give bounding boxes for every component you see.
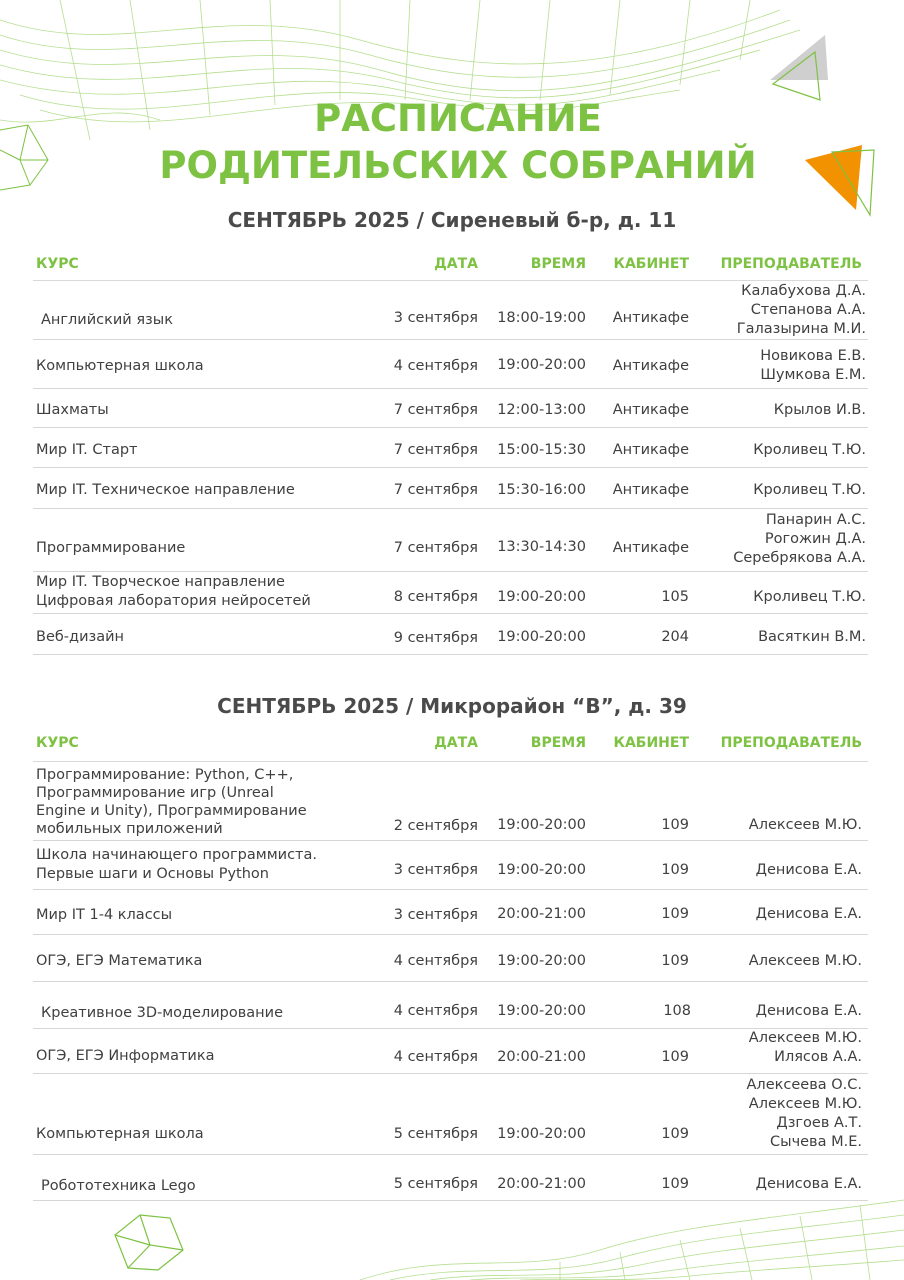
meeting-date: 7 сентября — [393, 482, 478, 498]
meeting-room: 108 — [663, 1003, 691, 1019]
meeting-date: 9 сентября — [393, 630, 478, 646]
teacher-names — [756, 1175, 862, 1194]
section-title-1: СЕНТЯБРЬ 2025 / Сиреневый б-р, д. 11 — [227, 208, 677, 232]
teacher-name: Галазырина М.И. — [736, 321, 866, 337]
teacher-name: Новикова Е.В. — [760, 348, 866, 364]
teacher-name: Алексеева О.С. — [746, 1077, 862, 1093]
course-name: Программирование — [36, 540, 186, 556]
course-name — [36, 573, 311, 611]
course-name-line: Engine и Unity), Программирование — [36, 803, 307, 819]
teacher-names — [753, 441, 866, 460]
course-name: ОГЭ, ЕГЭ Математика — [36, 953, 203, 969]
meeting-time: 19:00-20:00 — [497, 629, 586, 645]
wave-mesh-bottom — [360, 1200, 904, 1280]
teacher-name: Алексеев М.Ю. — [748, 1096, 862, 1112]
meeting-room: 109 — [661, 1126, 689, 1142]
course-name-line: Первые шаги и Основы Python — [36, 866, 269, 882]
meeting-date: 8 сентября — [393, 589, 478, 605]
meeting-time: 19:00-20:00 — [497, 357, 586, 373]
teacher-name: Дзгоев А.Т. — [776, 1115, 862, 1131]
meeting-room: 109 — [661, 1049, 689, 1065]
course-name-line: Программирование игр (Unreal — [36, 785, 274, 801]
column-header-teacher: ПРЕПОДАВАТЕЛЬ — [720, 735, 862, 751]
teacher-name: Илясов А.А. — [774, 1049, 862, 1065]
course-name: Компьютерная школа — [36, 1126, 204, 1142]
teacher-name: Кроливец Т.Ю. — [753, 589, 866, 605]
teacher-names — [749, 952, 862, 971]
meeting-room: 109 — [661, 906, 689, 922]
meeting-time: 19:00-20:00 — [497, 1003, 586, 1019]
meeting-room: Антикафе — [612, 482, 689, 498]
page-title-line-1: РАСПИСАНИЕ — [314, 97, 602, 140]
teacher-name: Денисова Е.А. — [755, 1176, 862, 1192]
table-row — [33, 841, 868, 890]
course-name-line: Цифровая лаборатория нейросетей — [36, 593, 311, 609]
course-name-line: Мир IT. Творческое направление — [36, 574, 285, 590]
column-header-room: КАБИНЕТ — [613, 256, 689, 272]
meeting-time: 12:00-13:00 — [497, 402, 586, 418]
course-name: Мир IT. Техническое направление — [36, 482, 295, 498]
meeting-date: 4 сентября — [393, 953, 478, 969]
meeting-room: 109 — [661, 817, 689, 833]
column-header-date: ДАТА — [434, 735, 478, 751]
course-name-line: мобильных приложений — [36, 821, 223, 837]
triangle-gray-top-right — [770, 35, 828, 100]
meeting-room: 109 — [661, 862, 689, 878]
meeting-date: 2 сентября — [393, 818, 478, 834]
teacher-name: Васяткин В.М. — [758, 629, 866, 645]
meeting-date: 7 сентября — [393, 442, 478, 458]
meeting-time: 19:00-20:00 — [497, 862, 586, 878]
course-name-line: Школа начинающего программиста. — [36, 847, 317, 863]
course-name: Английский язык — [41, 312, 173, 328]
column-header-course: КУРС — [36, 256, 79, 272]
table-row — [33, 428, 868, 468]
teacher-name: Денисова Е.А. — [755, 1003, 862, 1019]
teacher-name: Денисова Е.А. — [755, 906, 862, 922]
course-name-line: Программирование: Python, C++, — [36, 767, 294, 783]
teacher-names — [774, 401, 866, 420]
teacher-names — [760, 347, 866, 385]
course-name: Креативное 3D-моделирование — [41, 1005, 284, 1021]
meeting-date: 4 сентября — [393, 1003, 478, 1019]
column-header-course: КУРС — [36, 735, 79, 751]
meeting-time: 19:00-20:00 — [497, 953, 586, 969]
teacher-names — [747, 1076, 862, 1152]
table-header — [33, 250, 868, 281]
course-name: Мир IT. Старт — [36, 442, 138, 458]
meeting-room: Антикафе — [612, 540, 689, 556]
table-row — [33, 389, 868, 428]
teacher-name: Крылов И.В. — [773, 402, 866, 418]
meeting-date: 5 сентября — [393, 1126, 478, 1142]
course-name: Веб-дизайн — [36, 629, 124, 645]
meeting-room: Антикафе — [612, 402, 689, 418]
column-header-date: ДАТА — [434, 256, 478, 272]
meeting-time: 19:00-20:00 — [497, 1126, 586, 1142]
table-row — [33, 762, 868, 841]
table-row — [33, 280, 868, 340]
teacher-name: Денисова Е.А. — [755, 862, 862, 878]
teacher-name: Алексеев М.Ю. — [748, 953, 862, 969]
course-name: Робототехника Lego — [41, 1178, 196, 1194]
meeting-room: 109 — [661, 1176, 689, 1192]
course-name — [36, 766, 307, 838]
column-header-room: КАБИНЕТ — [613, 735, 689, 751]
table-row — [33, 572, 868, 614]
teacher-names — [756, 905, 862, 924]
meeting-time: 13:30-14:30 — [497, 539, 586, 555]
table-row — [33, 982, 868, 1029]
meeting-time: 18:00-19:00 — [497, 310, 586, 326]
teacher-name: Сычева М.Е. — [770, 1134, 862, 1150]
teacher-name: Рогожин Д.А. — [764, 531, 866, 547]
course-name: Шахматы — [36, 402, 109, 418]
page-title-line-2: РОДИТЕЛЬСКИХ СОБРАНИЙ — [159, 144, 757, 187]
teacher-names — [758, 628, 866, 647]
column-header-time: ВРЕМЯ — [530, 735, 586, 751]
course-name: Компьютерная школа — [36, 358, 204, 374]
cube-wireframe-bottom — [115, 1215, 183, 1270]
teacher-names — [749, 1029, 862, 1067]
table-row — [33, 468, 868, 509]
column-header-teacher: ПРЕПОДАВАТЕЛЬ — [720, 256, 862, 272]
meeting-room: Антикафе — [612, 358, 689, 374]
teacher-name: Калабухова Д.А. — [741, 283, 866, 299]
course-name — [36, 846, 317, 884]
table-row — [33, 614, 868, 655]
table-row — [33, 935, 868, 982]
table-row — [33, 890, 868, 935]
meeting-date: 5 сентября — [393, 1176, 478, 1192]
teacher-name: Панарин А.С. — [765, 512, 866, 528]
meeting-time: 20:00-21:00 — [497, 1176, 586, 1192]
teacher-names — [733, 511, 866, 568]
teacher-name: Шумкова Е.М. — [760, 367, 866, 383]
teacher-name: Алексеев М.Ю. — [748, 1030, 862, 1046]
meeting-date: 3 сентября — [393, 862, 478, 878]
course-name: Мир IT 1-4 классы — [36, 907, 173, 923]
column-header-time: ВРЕМЯ — [530, 256, 586, 272]
meeting-room: Антикафе — [612, 310, 689, 326]
table-header — [33, 729, 868, 762]
meeting-date: 4 сентября — [393, 1049, 478, 1065]
teacher-names — [756, 861, 862, 880]
meeting-date: 4 сентября — [393, 358, 478, 374]
meeting-time: 15:30-16:00 — [497, 482, 586, 498]
teacher-name: Степанова А.А. — [750, 302, 866, 318]
table-row — [33, 1029, 868, 1074]
table-row — [33, 340, 868, 389]
teacher-names — [737, 282, 866, 339]
teacher-name: Серебрякова А.А. — [733, 550, 866, 566]
teacher-names — [756, 1002, 862, 1021]
teacher-name: Алексеев М.Ю. — [748, 817, 862, 833]
teacher-names — [753, 481, 866, 500]
section-title-2: СЕНТЯБРЬ 2025 / Микрорайон “В”, д. 39 — [217, 694, 687, 718]
meeting-room: 109 — [661, 953, 689, 969]
meeting-date: 7 сентября — [393, 402, 478, 418]
meeting-time: 19:00-20:00 — [497, 589, 586, 605]
teacher-name: Кроливец Т.Ю. — [753, 442, 866, 458]
teacher-name: Кроливец Т.Ю. — [753, 482, 866, 498]
meeting-time: 20:00-21:00 — [497, 906, 586, 922]
meeting-date: 3 сентября — [393, 907, 478, 923]
course-name: ОГЭ, ЕГЭ Информатика — [36, 1048, 215, 1064]
meeting-room: 105 — [661, 589, 689, 605]
table-row — [33, 509, 868, 572]
table-row — [33, 1155, 868, 1201]
meeting-date: 7 сентября — [393, 540, 478, 556]
meeting-room: 204 — [661, 629, 689, 645]
teacher-names — [753, 588, 866, 607]
meeting-time: 20:00-21:00 — [497, 1049, 586, 1065]
meeting-time: 15:00-15:30 — [497, 442, 586, 458]
meeting-room: Антикафе — [612, 442, 689, 458]
meeting-date: 3 сентября — [393, 310, 478, 326]
teacher-names — [749, 816, 862, 835]
meeting-time: 19:00-20:00 — [497, 817, 586, 833]
table-row — [33, 1074, 868, 1155]
